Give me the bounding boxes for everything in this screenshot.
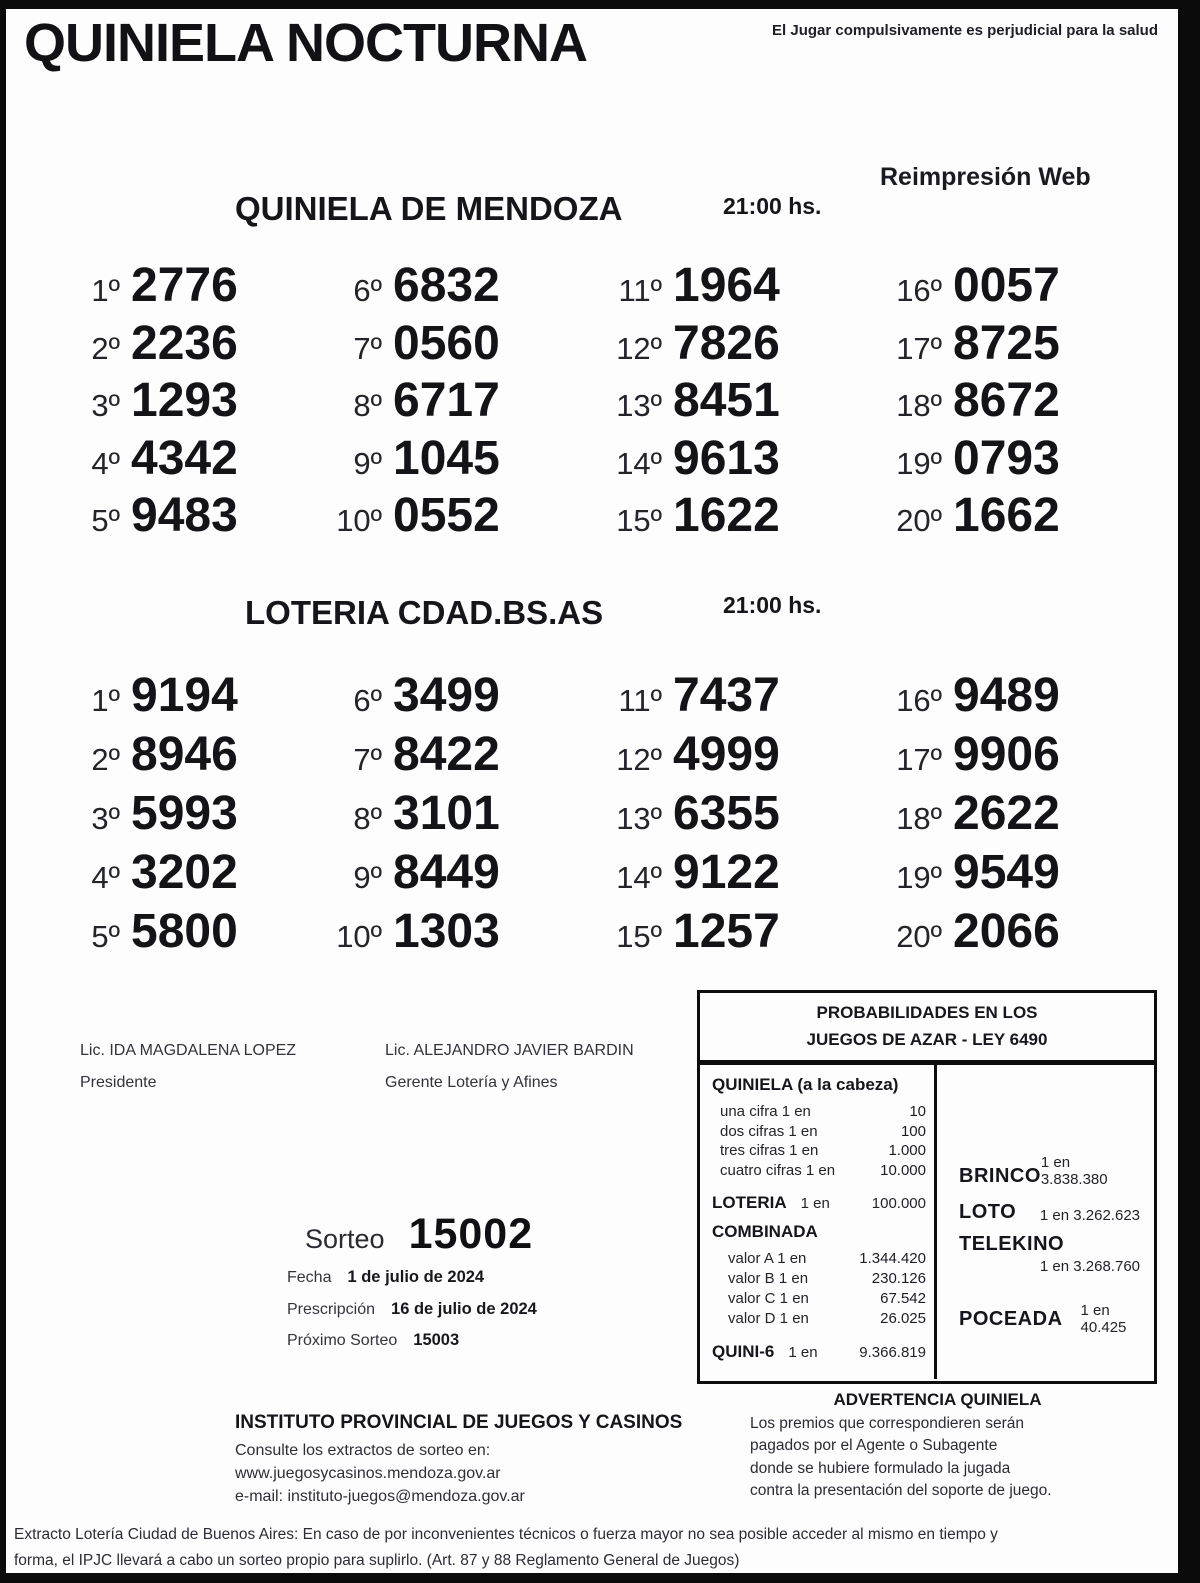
table-row xyxy=(320,846,600,908)
draw-position: 12º xyxy=(616,330,662,366)
draw-position: 19º xyxy=(896,860,942,895)
brinco-odds-row: BRINCO 1 en 3.838.380 xyxy=(959,1154,1108,1188)
draw-position: 3º xyxy=(91,388,120,423)
draw-position: 1º xyxy=(91,273,120,308)
sorteo-row xyxy=(305,1210,533,1259)
advertencia-line: pagados por el Agente o Subagente xyxy=(750,1437,998,1455)
loto-odds-row: LOTO 1 en 3.262.623 xyxy=(959,1201,1140,1224)
table-row xyxy=(880,431,1133,493)
draw-position: 20º xyxy=(896,919,942,954)
manager-role: Gerente Lotería y Afines xyxy=(385,1074,558,1091)
draw-number: 7826 xyxy=(673,316,780,370)
advertencia-line: contra la presentación del soporte de juego. xyxy=(750,1481,1052,1499)
probabilities-title-line1: PROBABILIDADES EN LOS xyxy=(816,1003,1038,1023)
table-row xyxy=(880,374,1133,435)
draw-number: 8449 xyxy=(393,846,500,899)
draw-position: 18º xyxy=(896,801,942,836)
table-row xyxy=(58,489,320,550)
draw-number: 0552 xyxy=(393,489,500,542)
draw-position: 2º xyxy=(91,742,120,777)
prescripcion-row xyxy=(287,1300,537,1319)
draw-number: 5993 xyxy=(131,787,238,840)
footer-disclaimer xyxy=(14,1522,1172,1574)
table-row xyxy=(600,728,880,790)
probabilities-title xyxy=(700,993,1154,1065)
draw-position: 15º xyxy=(616,919,662,954)
odds-row: valor D 1 en 26.025 xyxy=(728,1309,926,1327)
table-row xyxy=(58,669,320,731)
bsas-section-title: LOTERIA CDAD.BS.AS xyxy=(245,594,604,631)
odds-row: valor C 1 en 67.542 xyxy=(728,1289,926,1307)
fecha-value: 1 de julio de 2024 xyxy=(347,1268,485,1286)
draw-position: 8º xyxy=(353,801,382,836)
table-row xyxy=(600,431,880,493)
proximo-sorteo-label: Próximo Sorteo xyxy=(287,1332,398,1349)
probabilities-box xyxy=(697,990,1157,1384)
table-row xyxy=(320,728,600,790)
table-row xyxy=(880,489,1133,550)
draw-position: 8º xyxy=(353,388,382,423)
draw-number: 8725 xyxy=(953,316,1060,370)
draw-number: 8451 xyxy=(673,374,780,427)
draw-number: 9906 xyxy=(953,728,1060,781)
draw-position: 12º xyxy=(616,742,662,777)
institute-consult-line: Consulte los extractos de sorteo en: xyxy=(235,1442,491,1459)
draw-number: 7437 xyxy=(673,669,780,722)
advertencia-line: Los premios que correspondieren serán xyxy=(750,1415,1024,1432)
bsas-results-grid xyxy=(58,669,1138,967)
table-row xyxy=(600,669,880,731)
draw-position: 6º xyxy=(353,683,382,718)
table-row xyxy=(58,374,320,435)
draw-number: 6355 xyxy=(673,787,780,840)
draw-position: 10º xyxy=(336,503,382,538)
draw-number: 9483 xyxy=(131,489,238,542)
table-row xyxy=(320,905,600,967)
draw-number: 0560 xyxy=(393,316,500,370)
reprint-web-label: Reimpresión Web xyxy=(880,163,1091,191)
table-row xyxy=(320,489,600,550)
president-name: Lic. IDA MAGDALENA LOPEZ xyxy=(80,1042,297,1059)
table-row xyxy=(58,431,320,493)
odds-row: valor A 1 en 1.344.420 xyxy=(728,1250,926,1267)
draw-number: 1303 xyxy=(393,905,500,958)
table-row xyxy=(58,728,320,790)
draw-position: 14º xyxy=(616,860,662,895)
footer-line: forma, el IPJC llevará a cabo un sorteo propio para suplirlo. (Art. 87 y 88 Reglamento General de Juegos) xyxy=(14,1552,740,1569)
draw-number: 6832 xyxy=(393,259,500,312)
prescripcion-value: 16 de julio de 2024 xyxy=(391,1300,537,1318)
draw-position: 20º xyxy=(896,503,942,538)
health-warning: El Jugar compulsivamente es perjudicial para la salud xyxy=(772,22,1158,39)
table-row xyxy=(600,316,880,378)
draw-number: 0057 xyxy=(953,259,1060,312)
institute-block xyxy=(235,1412,682,1506)
footer-line: Extracto Lotería Ciudad de Buenos Aires: En caso de por inconvenientes técnicos o fuerza mayor no sea posible acceder al mismo en tiempo y xyxy=(14,1526,998,1543)
draw-number: 8422 xyxy=(393,728,500,781)
draw-position: 14º xyxy=(616,445,662,481)
draw-number: 2236 xyxy=(131,316,238,370)
draw-position: 10º xyxy=(336,919,382,954)
draw-position: 15º xyxy=(616,503,662,538)
table-row xyxy=(880,846,1133,908)
draw-position: 16º xyxy=(896,273,942,308)
draw-number: 5800 xyxy=(131,905,238,958)
table-row xyxy=(600,259,880,320)
draw-number: 2066 xyxy=(953,905,1060,958)
draw-number: 3499 xyxy=(393,669,500,722)
odds-row: tres cifras 1 en 1.000 xyxy=(720,1142,926,1159)
draw-number: 9122 xyxy=(673,846,780,899)
table-row xyxy=(320,259,600,320)
quiniela-odds-header: QUINIELA (a la cabeza) xyxy=(712,1075,899,1094)
draw-position: 11º xyxy=(618,273,662,308)
draw-position: 5º xyxy=(91,919,120,954)
table-row xyxy=(880,728,1133,790)
draw-position: 16º xyxy=(896,683,942,718)
odds-row: dos cifras 1 en 100 xyxy=(720,1122,926,1140)
table-row xyxy=(600,374,880,435)
table-row xyxy=(320,669,600,731)
institute-name: INSTITUTO PROVINCIAL DE JUEGOS Y CASINOS xyxy=(235,1412,683,1433)
table-row xyxy=(600,489,880,550)
table-row xyxy=(320,374,600,435)
table-row xyxy=(58,259,320,320)
draw-position: 18º xyxy=(896,388,942,423)
proximo-sorteo-row xyxy=(287,1331,459,1350)
draw-number: 4999 xyxy=(673,728,780,781)
draw-number: 1293 xyxy=(131,374,238,427)
table-row xyxy=(320,316,600,378)
draw-number: 1622 xyxy=(673,489,780,542)
draw-position: 13º xyxy=(616,801,662,836)
draw-number: 3101 xyxy=(393,787,500,840)
table-row xyxy=(880,905,1133,967)
draw-number: 9489 xyxy=(953,669,1060,722)
draw-position: 19º xyxy=(896,445,942,481)
table-row xyxy=(600,846,880,908)
fecha-row xyxy=(287,1268,484,1287)
table-row xyxy=(600,787,880,849)
draw-position: 1º xyxy=(91,683,120,718)
advertencia-block xyxy=(750,1390,1125,1499)
table-row xyxy=(880,787,1133,849)
draw-number: 8946 xyxy=(131,728,238,781)
draw-position: 13º xyxy=(616,388,662,423)
table-row xyxy=(320,787,600,849)
sorteo-number: 15002 xyxy=(408,1210,534,1258)
draw-position: 7º xyxy=(353,330,382,366)
draw-position: 9º xyxy=(353,445,382,481)
draw-position: 7º xyxy=(353,742,382,777)
draw-number: 1045 xyxy=(393,431,500,485)
draw-number: 1257 xyxy=(673,905,780,958)
odds-row: una cifra 1 en 10 xyxy=(720,1103,926,1120)
draw-position: 5º xyxy=(91,503,120,538)
draw-number: 1964 xyxy=(673,259,780,312)
draw-position: 6º xyxy=(353,273,382,308)
president-role: Presidente xyxy=(80,1074,157,1091)
draw-number: 9613 xyxy=(673,431,780,485)
draw-position: 17º xyxy=(896,742,942,777)
draw-position: 3º xyxy=(91,801,120,836)
table-row xyxy=(58,316,320,378)
draw-position: 9º xyxy=(353,860,382,895)
table-row xyxy=(58,846,320,908)
table-row xyxy=(58,905,320,967)
draw-position: 2º xyxy=(91,330,120,366)
bsas-draw-time: 21:00 hs. xyxy=(723,592,822,618)
advertencia-title: ADVERTENCIA QUINIELA xyxy=(833,1390,1042,1409)
sorteo-label: Sorteo xyxy=(305,1224,385,1254)
loteria-odds-row: LOTERIA 1 en 100.000 xyxy=(712,1193,926,1212)
institute-website: www.juegosycasinos.mendoza.gov.ar xyxy=(235,1465,501,1482)
poceada-odds-row: POCEADA 1 en 40.425 xyxy=(959,1302,1127,1336)
draw-number: 9194 xyxy=(131,669,238,722)
draw-number: 4342 xyxy=(131,431,238,485)
draw-number: 6717 xyxy=(393,374,500,427)
probabilities-title-line2: JUEGOS DE AZAR - LEY 6490 xyxy=(806,1029,1048,1049)
mendoza-results-grid xyxy=(58,259,1138,550)
draw-number: 9549 xyxy=(953,846,1060,899)
table-row xyxy=(880,669,1133,731)
fecha-label: Fecha xyxy=(287,1269,332,1286)
manager-name: Lic. ALEJANDRO JAVIER BARDIN xyxy=(385,1042,634,1059)
advertencia-line: donde se hubiere formulado la jugada xyxy=(750,1459,1011,1477)
table-row xyxy=(320,431,600,493)
draw-number: 0793 xyxy=(953,431,1060,485)
draw-number: 2622 xyxy=(953,787,1060,840)
quini6-odds-row: QUINI-6 1 en 9.366.819 xyxy=(712,1341,926,1361)
combinada-odds-header: COMBINADA xyxy=(712,1222,818,1241)
telekino-odds-row: TELEKINO 1 en 3.268.760 xyxy=(959,1233,1140,1275)
draw-number: 8672 xyxy=(953,374,1060,427)
odds-row: cuatro cifras 1 en 10.000 xyxy=(720,1161,926,1179)
draw-number: 2776 xyxy=(131,259,238,312)
draw-position: 4º xyxy=(91,445,120,481)
draw-number: 3202 xyxy=(131,846,238,899)
mendoza-section-title: QUINIELA DE MENDOZA xyxy=(235,190,623,227)
draw-position: 17º xyxy=(896,330,942,366)
probabilities-right-column xyxy=(937,1065,1154,1379)
odds-row: valor B 1 en 230.126 xyxy=(728,1269,926,1287)
mendoza-draw-time: 21:00 hs. xyxy=(723,193,822,219)
institute-email: e-mail: instituto-juegos@mendoza.gov.ar xyxy=(235,1488,525,1505)
page-title: QUINIELA NOCTURNA xyxy=(24,13,587,73)
draw-position: 11º xyxy=(618,683,662,718)
prescripcion-label: Prescripción xyxy=(287,1301,376,1318)
proximo-sorteo-value: 15003 xyxy=(413,1331,460,1349)
probabilities-left-column xyxy=(700,1065,937,1379)
table-row xyxy=(58,787,320,849)
table-row xyxy=(880,259,1133,320)
draw-number: 1662 xyxy=(953,489,1060,542)
table-row xyxy=(600,905,880,967)
table-row xyxy=(880,316,1133,378)
draw-position: 4º xyxy=(91,860,120,895)
